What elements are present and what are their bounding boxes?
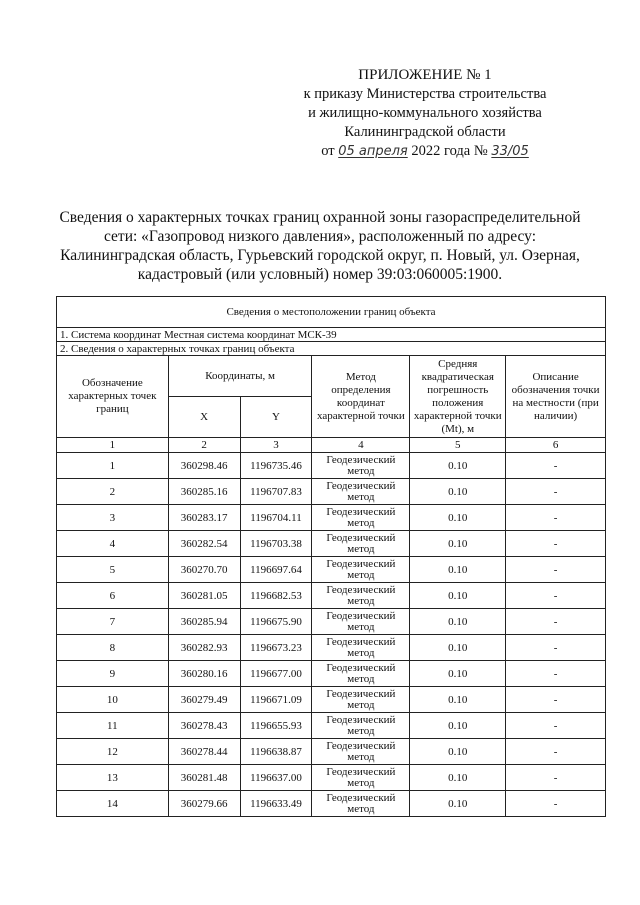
cell-method: Геодезический метод <box>312 479 410 505</box>
cell-y-coordinate: 1196704.11 <box>240 505 312 531</box>
cell-point-number: 1 <box>57 453 169 479</box>
cell-y-coordinate: 1196633.49 <box>240 791 312 817</box>
cell-description: - <box>506 635 606 661</box>
column-number: 2 <box>168 438 240 453</box>
handwritten-date: 05 апреля <box>338 144 408 159</box>
cell-error: 0.10 <box>410 505 506 531</box>
cell-y-coordinate: 1196703.38 <box>240 531 312 557</box>
cell-description: - <box>506 791 606 817</box>
cell-point-number: 10 <box>57 687 169 713</box>
cell-error: 0.10 <box>410 453 506 479</box>
cell-error: 0.10 <box>410 583 506 609</box>
cell-point-number: 14 <box>57 791 169 817</box>
column-number: 3 <box>240 438 312 453</box>
cell-x-coordinate: 360298.46 <box>168 453 240 479</box>
cell-x-coordinate: 360279.49 <box>168 687 240 713</box>
cell-y-coordinate: 1196735.46 <box>240 453 312 479</box>
cell-description: - <box>506 687 606 713</box>
table-row <box>57 635 606 661</box>
cell-x-coordinate: 360282.93 <box>168 635 240 661</box>
header-method: Метод определения координат характерной точки <box>312 356 410 438</box>
appendix-title: ПРИЛОЖЕНИЕ № 1 <box>358 67 492 83</box>
table-row <box>57 479 606 505</box>
cell-description: - <box>506 765 606 791</box>
table-row <box>57 583 606 609</box>
cell-method: Геодезический метод <box>312 791 410 817</box>
cell-method: Геодезический метод <box>312 713 410 739</box>
cell-point-number: 7 <box>57 609 169 635</box>
document-intro <box>40 208 600 284</box>
cell-description: - <box>506 739 606 765</box>
header-y: Y <box>240 397 312 438</box>
header-error: Средняя квадратическая погрешность положения характерной точки (Mt), м <box>410 356 506 438</box>
cell-point-number: 5 <box>57 557 169 583</box>
column-number: 1 <box>57 438 169 453</box>
cell-point-number: 6 <box>57 583 169 609</box>
handwritten-number: 33/05 <box>491 144 529 159</box>
intro-line-3: Калининградская область, Гурьевский городской округ, п. Новый, ул. Озерная, <box>60 247 580 264</box>
cell-description: - <box>506 609 606 635</box>
table-row <box>57 687 606 713</box>
cell-method: Геодезический метод <box>312 739 410 765</box>
table-row <box>57 505 606 531</box>
cell-x-coordinate: 360281.48 <box>168 765 240 791</box>
cell-method: Геодезический метод <box>312 609 410 635</box>
cell-x-coordinate: 360280.16 <box>168 661 240 687</box>
cell-y-coordinate: 1196682.53 <box>240 583 312 609</box>
cell-y-coordinate: 1196707.83 <box>240 479 312 505</box>
cell-description: - <box>506 661 606 687</box>
cell-x-coordinate: 360285.94 <box>168 609 240 635</box>
intro-line-2: сети: «Газопровод низкого давления», расположенный по адресу: <box>103 228 536 245</box>
order-line-2: и жилищно-коммунального хозяйства <box>308 105 542 121</box>
table-row <box>57 713 606 739</box>
order-line-1: к приказу Министерства строительства <box>303 86 547 102</box>
cell-method: Геодезический метод <box>312 583 410 609</box>
cell-point-number: 13 <box>57 765 169 791</box>
cell-x-coordinate: 360278.44 <box>168 739 240 765</box>
header-point: Обозначение характерных точек границ <box>57 356 169 438</box>
cell-y-coordinate: 1196673.23 <box>240 635 312 661</box>
cell-error: 0.10 <box>410 557 506 583</box>
cell-description: - <box>506 557 606 583</box>
cell-x-coordinate: 360283.17 <box>168 505 240 531</box>
cell-description: - <box>506 531 606 557</box>
cell-y-coordinate: 1196638.87 <box>240 739 312 765</box>
points-section-row: 2. Сведения о характерных точках границ объекта <box>57 342 606 356</box>
cell-y-coordinate: 1196697.64 <box>240 557 312 583</box>
cell-x-coordinate: 360279.66 <box>168 791 240 817</box>
header-description: Описание обозначения точки на местности (при наличии) <box>506 356 606 438</box>
date-year: 2022 года № <box>411 143 488 159</box>
cell-method: Геодезический метод <box>312 531 410 557</box>
cell-y-coordinate: 1196677.00 <box>240 661 312 687</box>
cell-error: 0.10 <box>410 661 506 687</box>
cell-y-coordinate: 1196675.90 <box>240 609 312 635</box>
cell-error: 0.10 <box>410 609 506 635</box>
cell-method: Геодезический метод <box>312 635 410 661</box>
cell-y-coordinate: 1196637.00 <box>240 765 312 791</box>
cell-x-coordinate: 360285.16 <box>168 479 240 505</box>
table-title: Сведения о местоположении границ объекта <box>57 297 606 328</box>
cell-x-coordinate: 360281.05 <box>168 583 240 609</box>
cell-y-coordinate: 1196655.93 <box>240 713 312 739</box>
table-row <box>57 531 606 557</box>
table-row <box>57 739 606 765</box>
coordinate-system-row: 1. Система координат Местная система координат МСК-39 <box>57 328 606 342</box>
intro-line-4: кадастровый (или условный) номер 39:03:060005:1900. <box>137 266 503 283</box>
column-numbers-row <box>57 438 606 453</box>
cell-point-number: 9 <box>57 661 169 687</box>
order-line-3: Калининградской области <box>344 124 506 140</box>
cell-description: - <box>506 505 606 531</box>
table-row <box>57 661 606 687</box>
cell-method: Геодезический метод <box>312 557 410 583</box>
cell-error: 0.10 <box>410 739 506 765</box>
cell-point-number: 4 <box>57 531 169 557</box>
table-row <box>57 765 606 791</box>
table-row <box>57 453 606 479</box>
cell-x-coordinate: 360270.70 <box>168 557 240 583</box>
cell-error: 0.10 <box>410 635 506 661</box>
cell-description: - <box>506 479 606 505</box>
appendix-header <box>275 66 575 161</box>
cell-point-number: 3 <box>57 505 169 531</box>
cell-error: 0.10 <box>410 791 506 817</box>
cell-description: - <box>506 713 606 739</box>
column-number: 5 <box>410 438 506 453</box>
table-row <box>57 609 606 635</box>
intro-line-1: Сведения о характерных точках границ охранной зоны газораспределительной <box>59 209 581 226</box>
cell-method: Геодезический метод <box>312 453 410 479</box>
boundary-points-table <box>56 296 606 817</box>
cell-y-coordinate: 1196671.09 <box>240 687 312 713</box>
header-coordinates: Координаты, м <box>168 356 312 397</box>
date-prefix: от <box>321 143 335 159</box>
cell-error: 0.10 <box>410 765 506 791</box>
cell-method: Геодезический метод <box>312 687 410 713</box>
cell-error: 0.10 <box>410 479 506 505</box>
cell-point-number: 11 <box>57 713 169 739</box>
cell-description: - <box>506 583 606 609</box>
cell-point-number: 8 <box>57 635 169 661</box>
order-date-line <box>275 142 575 161</box>
cell-method: Геодезический метод <box>312 661 410 687</box>
cell-point-number: 12 <box>57 739 169 765</box>
column-number: 6 <box>506 438 606 453</box>
cell-x-coordinate: 360278.43 <box>168 713 240 739</box>
cell-method: Геодезический метод <box>312 505 410 531</box>
table-row <box>57 557 606 583</box>
cell-method: Геодезический метод <box>312 765 410 791</box>
table-row <box>57 791 606 817</box>
column-number: 4 <box>312 438 410 453</box>
cell-error: 0.10 <box>410 713 506 739</box>
cell-error: 0.10 <box>410 687 506 713</box>
cell-error: 0.10 <box>410 531 506 557</box>
cell-description: - <box>506 453 606 479</box>
cell-point-number: 2 <box>57 479 169 505</box>
cell-x-coordinate: 360282.54 <box>168 531 240 557</box>
header-x: X <box>168 397 240 438</box>
